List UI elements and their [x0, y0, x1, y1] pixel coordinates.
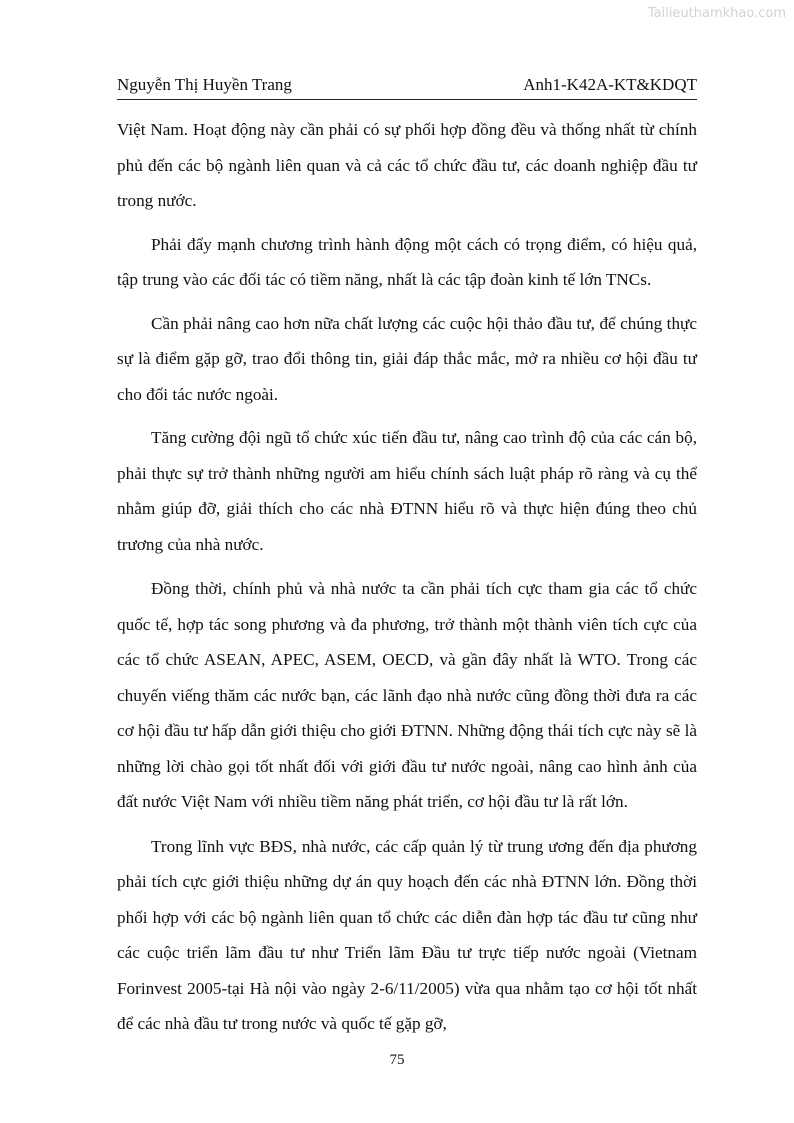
page-header	[117, 75, 697, 100]
paragraph-international-organizations: Đồng thời, chính phủ và nhà nước ta cần phải tích cực tham gia các tổ chức quốc tế, hợp tác song phương và đa phương, trở thành một thành viên tích cực của các tổ chức ASEAN, APEC, ASEM, OECD, và gần đây nhất là WTO. Trong các chuyến viếng thăm các nước bạn, các lãnh đạo nhà nước cũng đồng thời đưa ra các cơ hội đầu tư hấp dẫn giới thiệu cho giới ĐTNN. Những động thái tích cực này sẽ là những lời chào gọi tốt nhất đối với giới đầu tư nước ngoài, nâng cao hình ảnh của đất nước Việt Nam với nhiều tiềm năng phát triển, cơ hội đầu tư là rất lớn.	[117, 579, 697, 811]
watermark-text: Tailieuthamkhao.com	[647, 6, 786, 21]
page-number: 75	[389, 1052, 405, 1068]
paragraph-investment-seminars: Cần phải nâng cao hơn nữa chất lượng các cuộc hội thảo đầu tư, để chúng thực sự là điểm gặp gỡ, trao đổi thông tin, giải đáp thắc mắc, mở ra nhiều cơ hội đầu tư cho đối tác nước ngoài.	[117, 313, 697, 404]
document-body	[117, 112, 697, 1042]
header-class-code: Anh1-K42A-KT&KDQT	[523, 75, 697, 94]
header-author: Nguyễn Thị Huyền Trang	[117, 75, 292, 94]
paragraph-promotion-staff: Tăng cường đội ngũ tổ chức xúc tiến đầu tư, nâng cao trình độ của các cán bộ, phải thực sự trở thành những người am hiểu chính sách luật pháp rõ ràng và cụ thể nhằm giúp đỡ, giải thích cho các nhà ĐTNN hiểu rõ và thực hiện đúng theo chủ trương của nhà nước.	[117, 428, 697, 554]
paragraph-real-estate: Trong lĩnh vực BĐS, nhà nước, các cấp quản lý từ trung ương đến địa phương phải tích cực giới thiệu những dự án quy hoạch đến các nhà ĐTNN lớn. Đồng thời phối hợp với các bộ ngành liên quan tổ chức các diễn đàn hợp tác đầu tư cũng như các cuộc triển lãm đầu tư như Triển lãm Đầu tư trực tiếp nước ngoài (Vietnam Forinvest 2005-tại Hà nội vào ngày 2-6/11/2005) vừa qua nhằm tạo cơ hội tốt nhất để các nhà đầu tư trong nước và quốc tế gặp gỡ,	[117, 836, 697, 1033]
paragraph-continuation: Việt Nam. Hoạt động này cần phải có sự phối hợp đồng đều và thống nhất từ chính phủ đến các bộ ngành liên quan và cả các tổ chức đầu tư, các doanh nghiệp đầu tư trong nước.	[117, 120, 697, 210]
paragraph-action-program: Phải đẩy mạnh chương trình hành động một cách có trọng điểm, có hiệu quả, tập trung vào các đối tác có tiềm năng, nhất là các tập đoàn kinh tế lớn TNCs.	[117, 234, 697, 289]
